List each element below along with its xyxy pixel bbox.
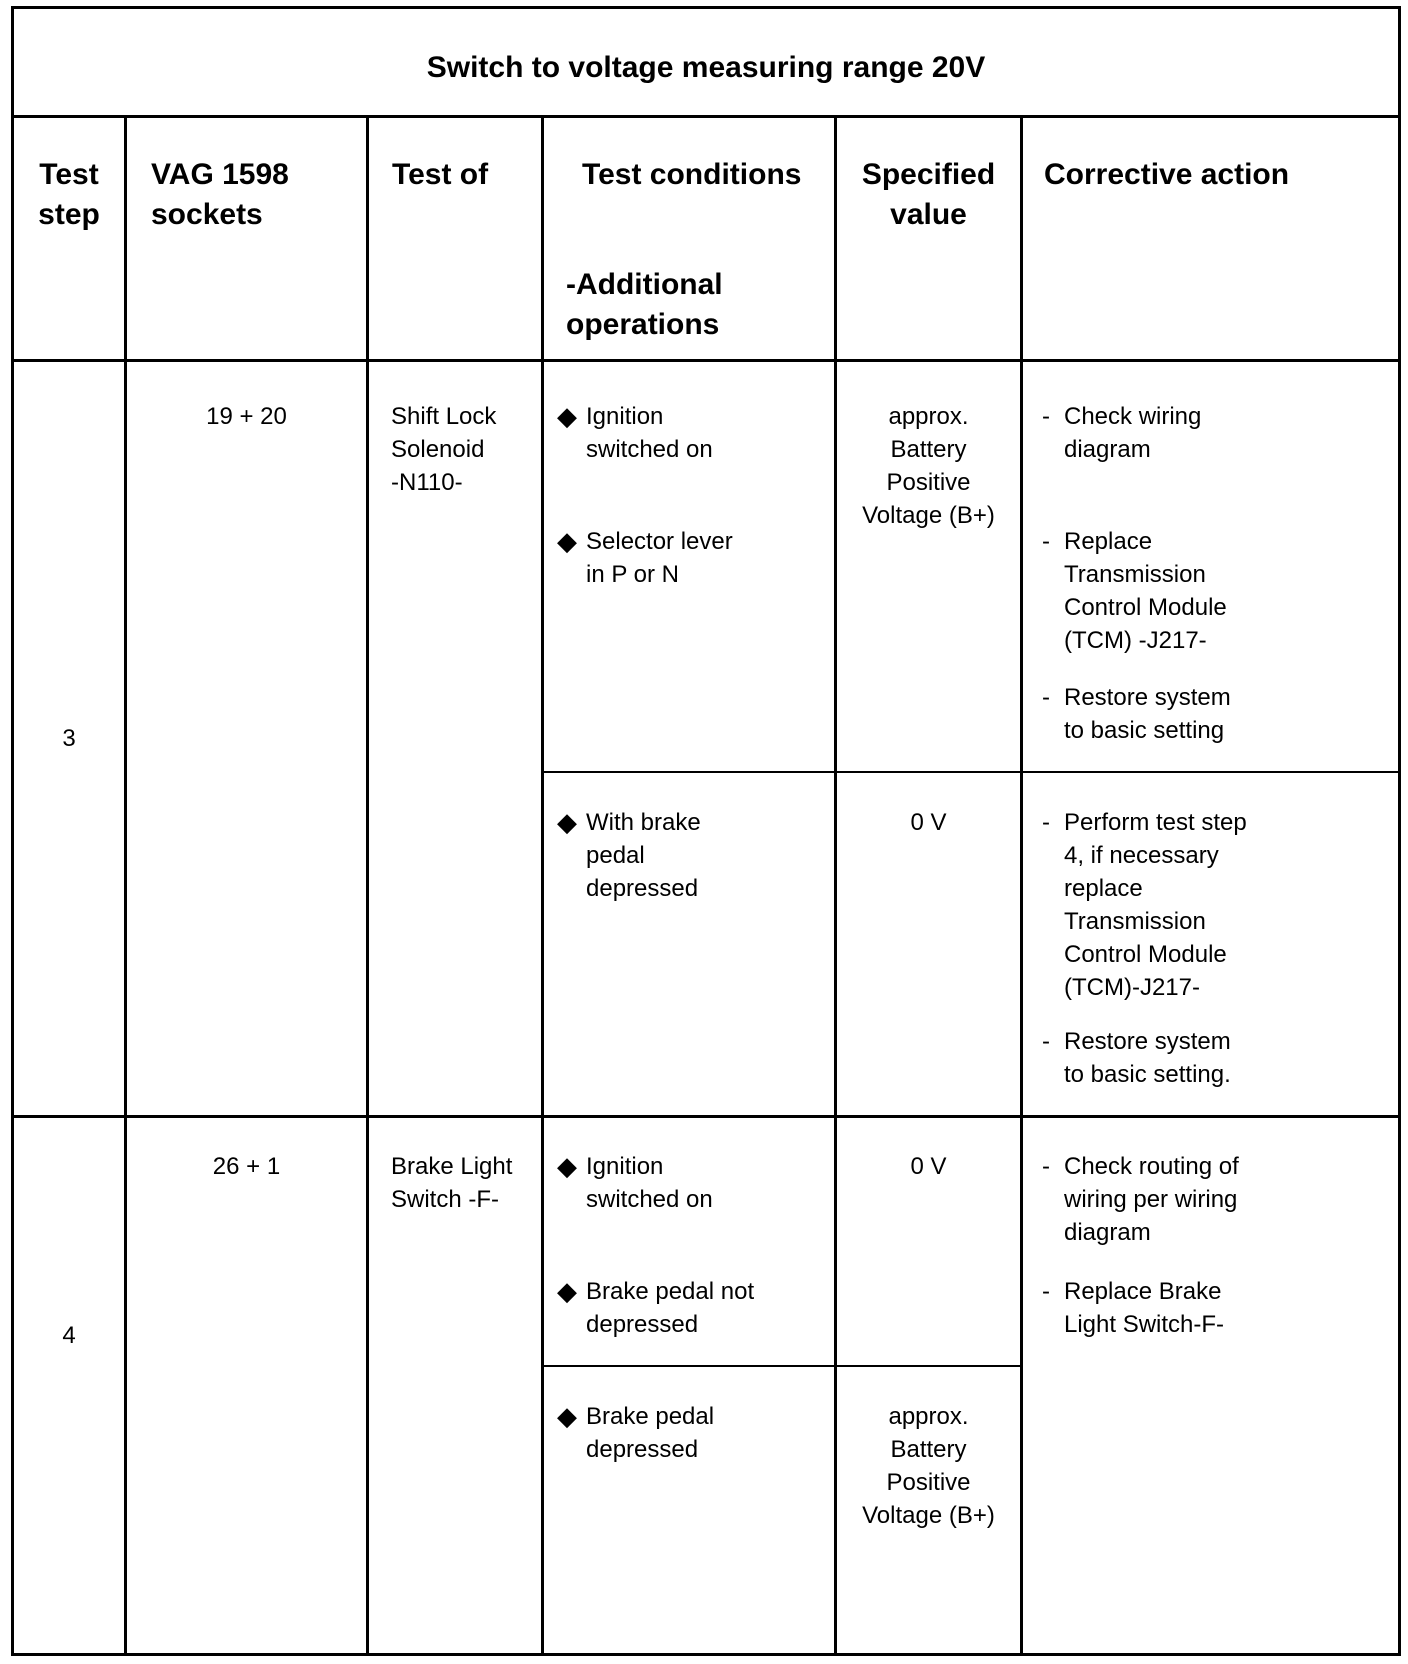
divider xyxy=(366,117,369,1653)
dash-marker: - xyxy=(1042,1028,1050,1055)
specified-value: 0 V xyxy=(910,1153,947,1180)
condition-text: Brake pedal depressed xyxy=(586,1403,715,1463)
action-text: Check wiring diagram xyxy=(1064,403,1202,463)
condition-text: Ignition switched on xyxy=(586,403,713,463)
dash-marker: - xyxy=(1042,684,1050,711)
dash-marker: - xyxy=(1042,1278,1050,1305)
test-of-value: Brake Light Switch -F- xyxy=(391,1153,513,1213)
divider xyxy=(1020,117,1023,1653)
sockets-value: 19 + 20 xyxy=(206,403,287,430)
header-additional-operations: -Additional operations xyxy=(566,268,723,341)
header-specified-value: Specified value xyxy=(861,158,996,231)
header-sockets: VAG 1598 sockets xyxy=(151,158,289,231)
divider xyxy=(543,771,1398,773)
specified-value: approx. Battery Positive Voltage (B+) xyxy=(862,403,995,529)
dash-marker: - xyxy=(1042,809,1050,836)
condition-text: Selector lever in P or N xyxy=(586,528,733,588)
bullet-diamond-icon: ◆ xyxy=(557,1151,577,1181)
bullet-diamond-icon: ◆ xyxy=(557,1401,577,1431)
specified-value: approx. Battery Positive Voltage (B+) xyxy=(862,1403,995,1529)
action-text: Replace Transmission Control Module (TCM) -J217- xyxy=(1064,528,1227,654)
bullet-diamond-icon: ◆ xyxy=(557,526,577,556)
condition-text: Brake pedal not depressed xyxy=(586,1278,755,1338)
condition-text: Ignition switched on xyxy=(586,1153,713,1213)
divider xyxy=(541,117,544,1653)
bullet-diamond-icon: ◆ xyxy=(557,807,577,837)
divider xyxy=(543,1365,1023,1367)
action-text: Check routing of wiring per wiring diagram xyxy=(1064,1153,1239,1246)
table-title: Switch to voltage measuring range 20V xyxy=(426,51,986,84)
header-corrective-action: Corrective action xyxy=(1044,158,1290,191)
header-test-of: Test of xyxy=(392,158,489,191)
sockets-value: 26 + 1 xyxy=(212,1153,281,1180)
action-text: Restore system to basic setting xyxy=(1064,684,1231,744)
divider xyxy=(14,359,1398,362)
divider xyxy=(14,1115,1398,1118)
test-of-value: Shift Lock Solenoid -N110- xyxy=(391,403,497,496)
header-test-step: Test step xyxy=(38,158,100,231)
action-text: Perform test step 4, if necessary replace Transmission Control Module (TCM)-J217- xyxy=(1064,809,1247,1001)
dash-marker: - xyxy=(1042,403,1050,430)
header-test-conditions: Test conditions xyxy=(582,158,802,191)
dash-marker: - xyxy=(1042,1153,1050,1180)
condition-text: With brake pedal depressed xyxy=(586,809,701,902)
step-number: 4 xyxy=(62,1322,76,1349)
test-table xyxy=(11,6,1401,1656)
divider xyxy=(14,115,1398,118)
action-text: Replace Brake Light Switch-F- xyxy=(1064,1278,1225,1338)
dash-marker: - xyxy=(1042,528,1050,555)
step-number: 3 xyxy=(62,725,76,752)
bullet-diamond-icon: ◆ xyxy=(557,1276,577,1306)
action-text: Restore system to basic setting. xyxy=(1064,1028,1231,1088)
bullet-diamond-icon: ◆ xyxy=(557,401,577,431)
divider xyxy=(124,117,127,1653)
specified-value: 0 V xyxy=(910,809,947,836)
